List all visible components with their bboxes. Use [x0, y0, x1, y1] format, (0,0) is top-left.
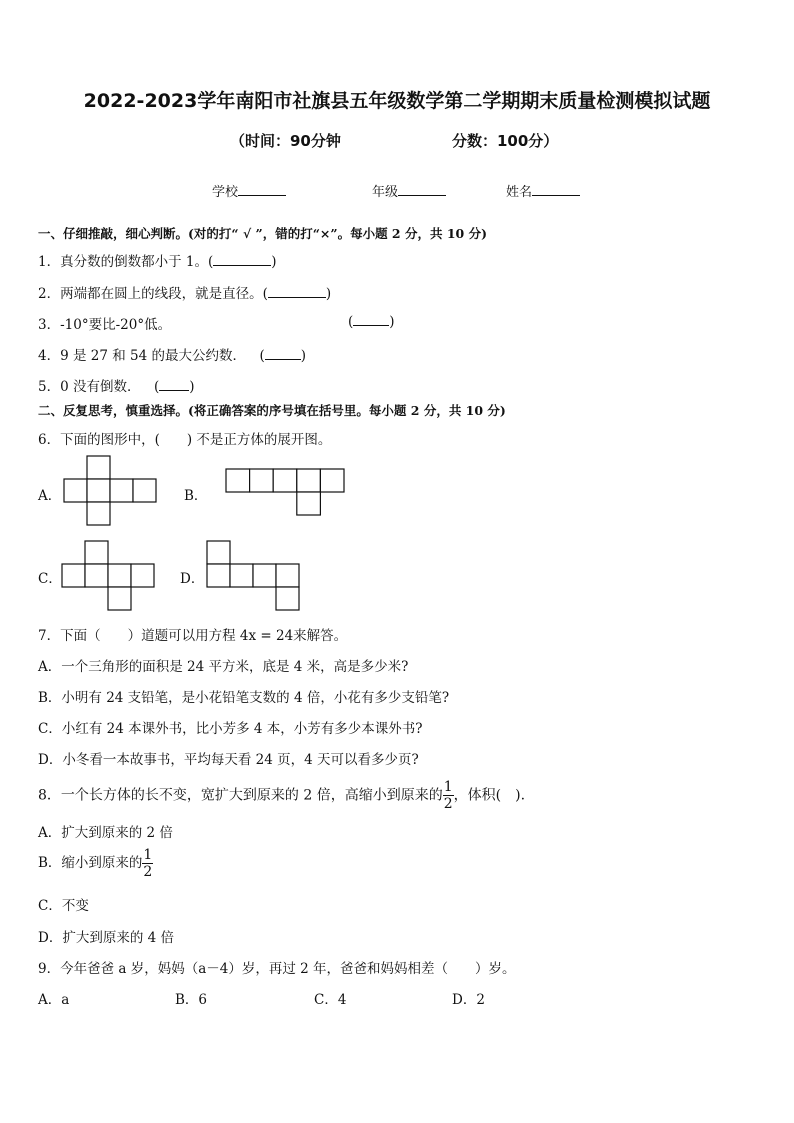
q7-option-a: A．一个三角形的面积是 24 平方米，底是 4 米，高是多少米? — [38, 659, 409, 675]
page-title: 2022-2023学年南阳市社旗县五年级数学第二学期期末质量检测模拟试题 — [83, 90, 711, 112]
question-4: 4．9 是 27 和 54 的最大公约数． ( ) — [38, 348, 307, 364]
fraction-one-half-b: $\frac{1}{2}$ — [143, 847, 153, 880]
q6-option-c-label: C． — [38, 571, 62, 587]
question-3: 3．-10°要比-20°低。 — [38, 317, 172, 333]
q8-option-b: B．缩小到原来的 $\frac{1}{2}$ — [38, 847, 153, 880]
q8-option-c: C．不变 — [38, 898, 89, 914]
q6-net-a — [64, 456, 156, 525]
q6-option-d-label: D． — [180, 571, 205, 587]
q6-net-b — [226, 469, 344, 516]
q6-net-d — [207, 541, 299, 610]
question-7: 7．下面（ ）道题可以用方程 4x = 24来解答。 — [38, 628, 348, 644]
name-field: 姓名 — [506, 181, 580, 200]
q7-option-b: B．小明有 24 支铅笔，是小花铅笔支数的 4 倍，小花有多少支铅笔? — [38, 690, 450, 706]
q7-option-d: D．小冬看一本故事书，平均每天看 24 页，4 天可以看多少页? — [38, 752, 419, 768]
question-6: 6．下面的图形中，( ) 不是正方体的展开图。 — [38, 432, 332, 448]
section-1-heading: 一、仔细推敲，细心判断。(对的打“ √ ”，错的打“×”。每小题 2 分，共 10 分) — [38, 226, 487, 241]
fraction-one-half: $\frac{1}{2}$ — [443, 779, 453, 812]
grade-field: 年级 — [372, 181, 446, 200]
question-2: 2．两端都在圆上的线段，就是直径。( ) — [38, 286, 332, 302]
q8-option-a: A．扩大到原来的 2 倍 — [38, 825, 173, 841]
school-field: 学校 — [212, 181, 286, 200]
question-9: 9．今年爸爸 a 岁，妈妈（a－4）岁，再过 2 年，爸爸和妈妈相差（ ）岁。 — [38, 961, 516, 977]
q7-option-c: C．小红有 24 本课外书，比小芳多 4 本，小芳有多少本课外书? — [38, 721, 423, 737]
q6-option-a-label: A． — [38, 488, 62, 504]
question-3-blank: ( ) — [348, 314, 395, 330]
exam-time: （时间：90分钟 — [230, 132, 341, 150]
question-1: 1．真分数的倒数都小于 1。( ) — [38, 254, 277, 270]
exam-score: 分数：100分） — [452, 132, 559, 150]
q9-option-c: C．4 — [314, 992, 347, 1008]
q9-option-b: B．6 — [175, 992, 208, 1008]
q9-option-d: D．2 — [452, 992, 485, 1008]
question-8: 8．一个长方体的长不变，宽扩大到原来的 2 倍，高缩小到原来的 $\frac{1}{2}$ ，体积( ). — [38, 779, 526, 812]
question-5: 5．0 没有倒数． ( ) — [38, 379, 195, 395]
q9-option-a: A．a — [38, 992, 70, 1008]
q6-option-b-label: B． — [184, 488, 208, 504]
section-2-heading: 二、反复思考，慎重选择。(将正确答案的序号填在括号里。每小题 2 分，共 10 分) — [38, 403, 506, 418]
q8-option-d: D．扩大到原来的 4 倍 — [38, 930, 174, 946]
q6-net-c — [62, 541, 154, 610]
